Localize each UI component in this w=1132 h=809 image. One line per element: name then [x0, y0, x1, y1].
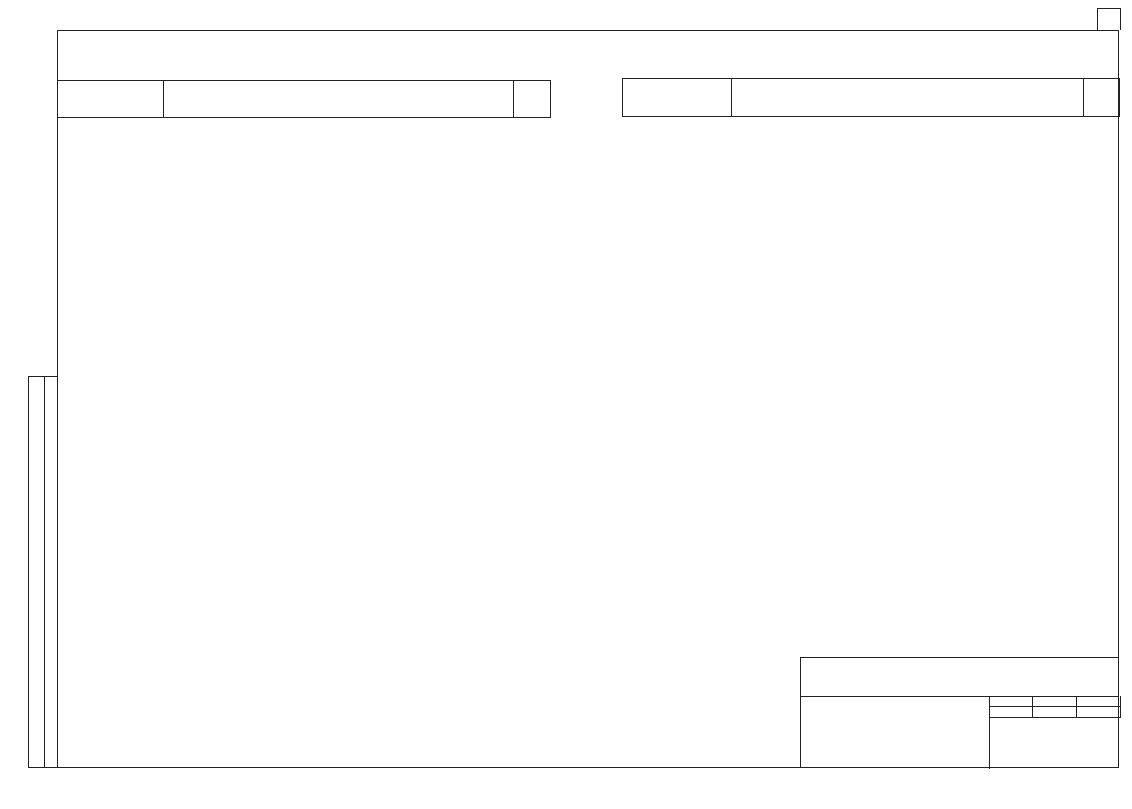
column-header-name [732, 79, 1084, 117]
sheets-label [1076, 696, 1120, 707]
approval-grid [622, 657, 800, 768]
sheet-number [1097, 8, 1121, 30]
document-code [801, 658, 1119, 697]
sheets-value [1076, 707, 1120, 718]
column-header-name [164, 81, 514, 118]
column-header-page [514, 81, 551, 118]
contents-table-left [57, 80, 551, 118]
lit-value [989, 707, 1032, 718]
sheet-label [1032, 696, 1076, 707]
document-title [801, 696, 990, 769]
contents-table-right [622, 78, 1120, 117]
sheet-info [989, 696, 1120, 718]
column-header-page [1084, 79, 1120, 117]
organization-name [989, 718, 1120, 769]
column-header-code [623, 79, 732, 117]
side-stamp-strip [28, 376, 57, 768]
title-block [622, 657, 1119, 768]
column-header-code [58, 81, 164, 118]
lit-label [989, 696, 1032, 707]
sheet-value [1032, 707, 1076, 718]
